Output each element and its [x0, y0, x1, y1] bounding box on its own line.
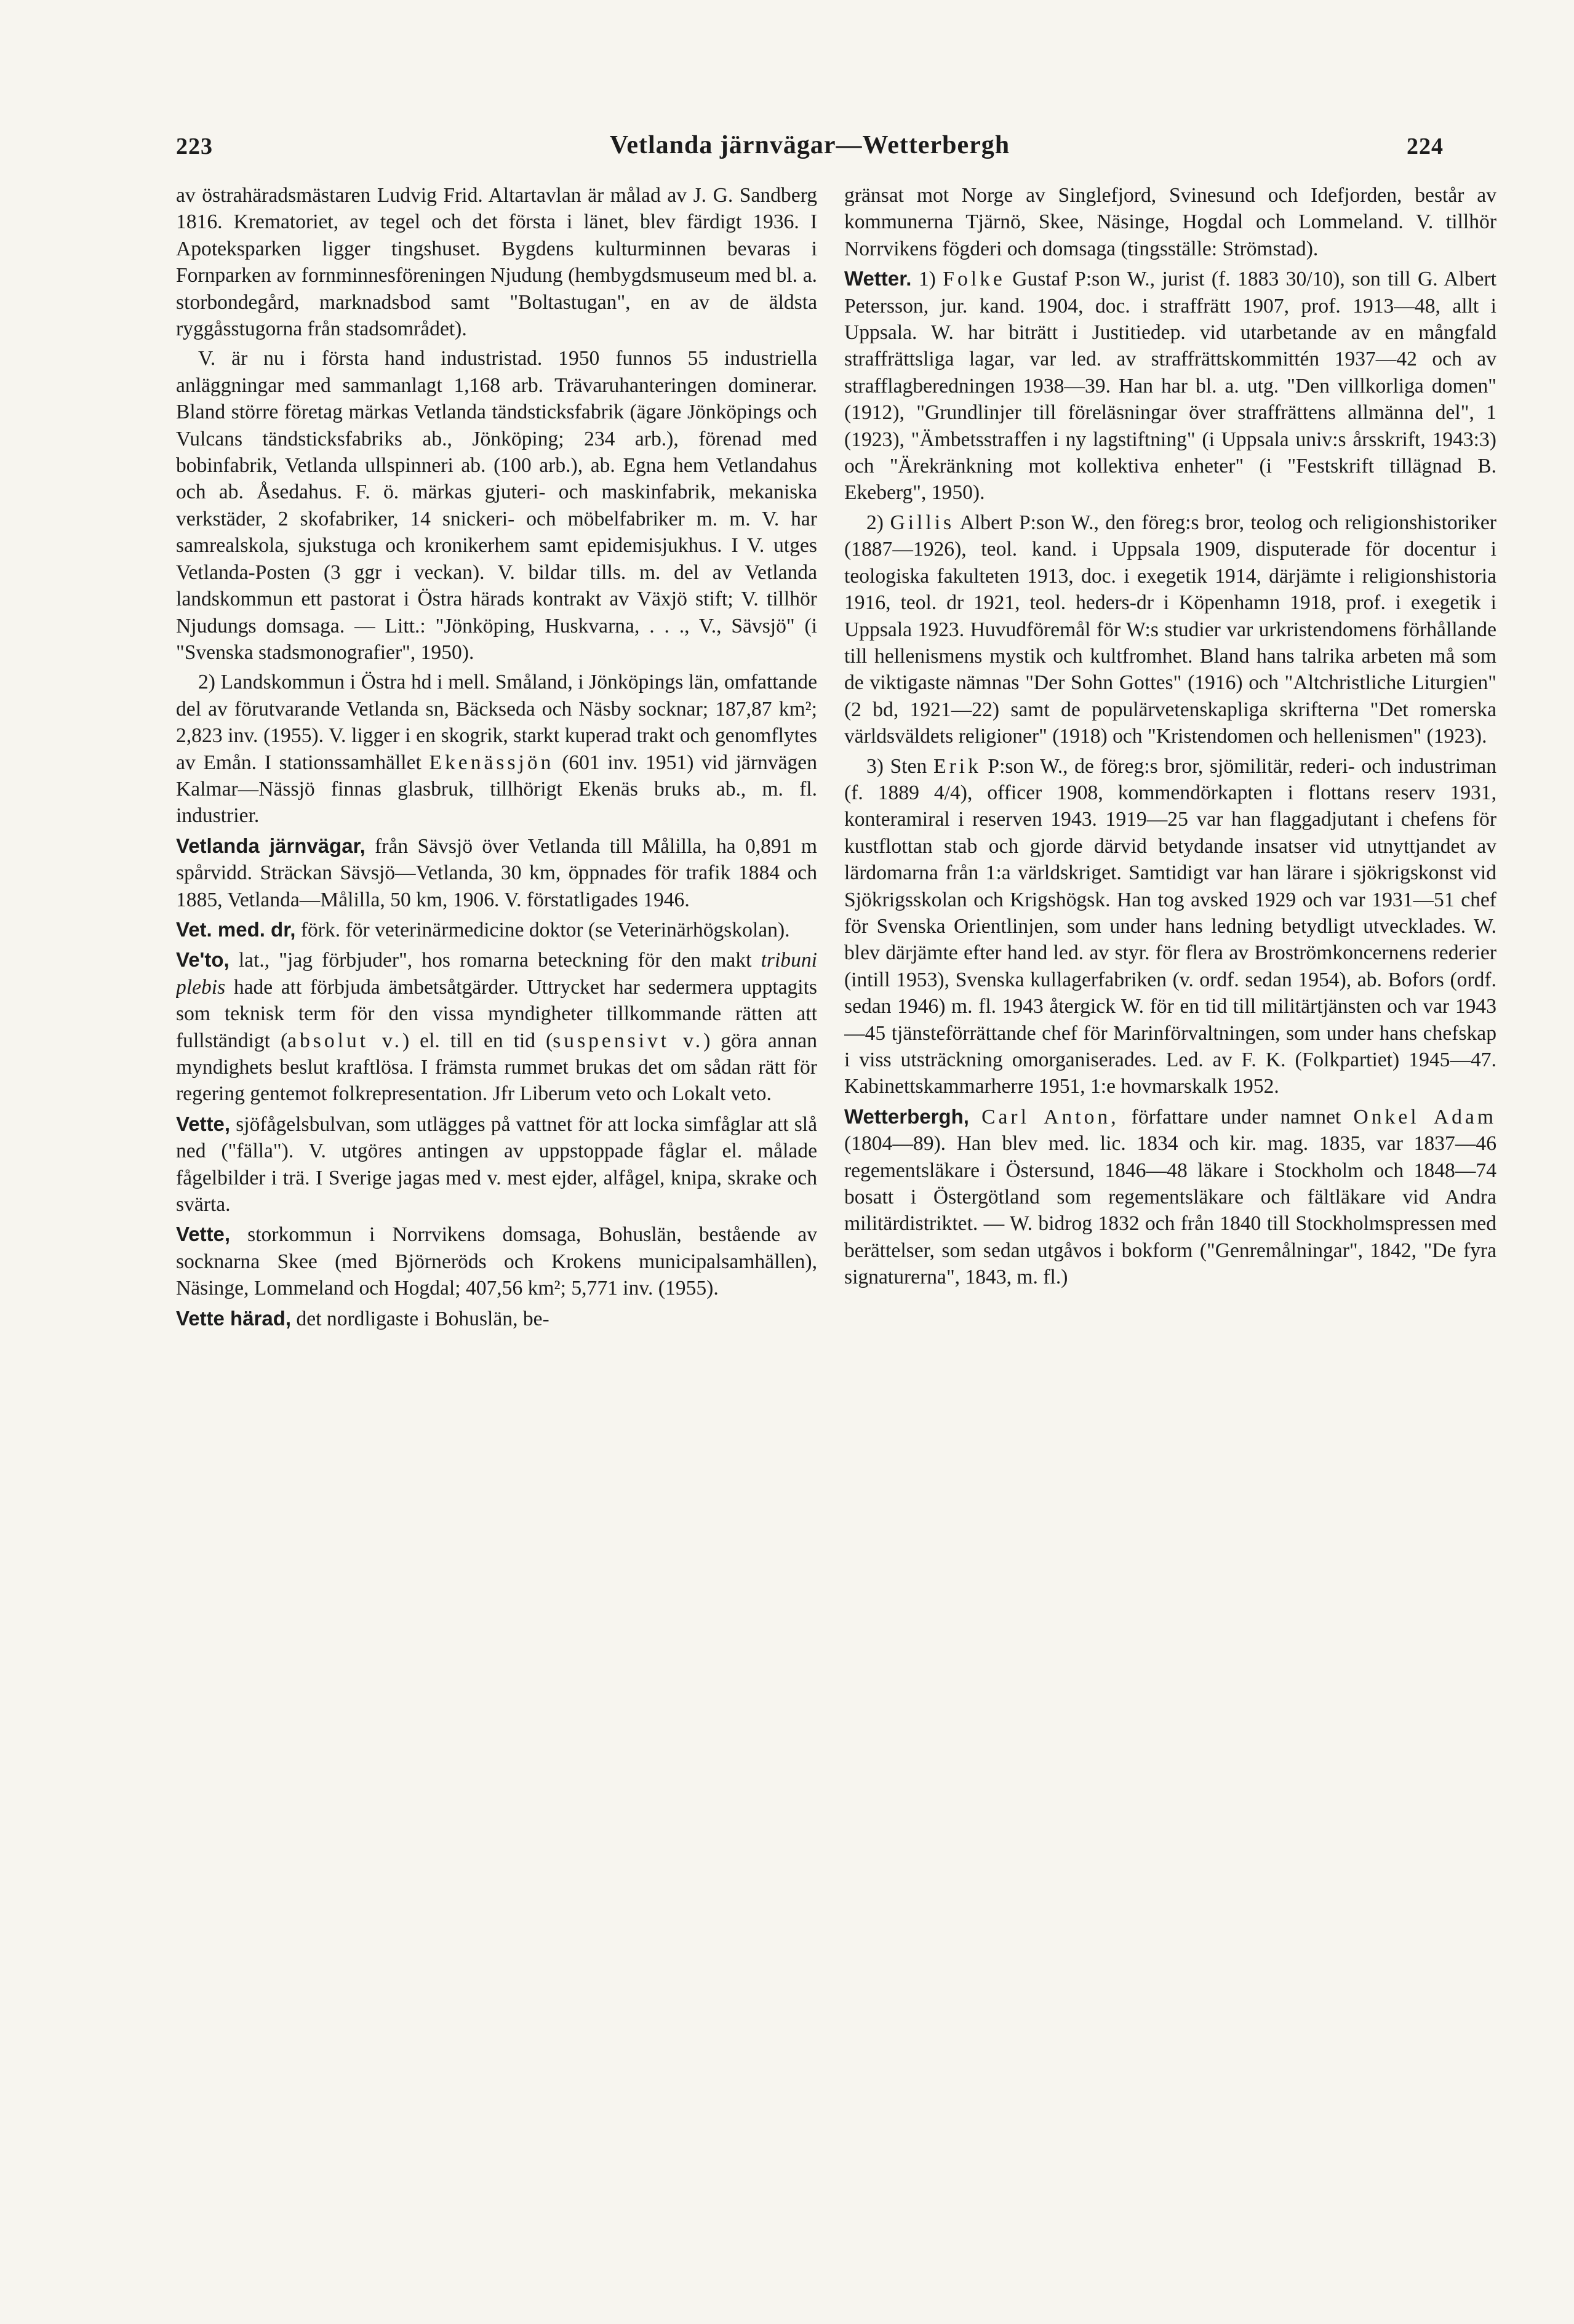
spaced-name: Onkel Adam	[1353, 1105, 1496, 1128]
text-run: ) el. till en tid (	[402, 1029, 553, 1052]
text-run: hade att förbjuda ämbetsåtgärder. Uttrycket har sedermera upptagits som teknisk term för den vissa myndigheter tillkommande rätten att fullständigt (	[176, 975, 817, 1052]
entry-text: storkommun i Norrvikens domsaga, Bohuslän, bestående av socknarna Skee (med Björneröds och Krokens municipalsamhällen), Näsinge, Lommeland och Hogdal; 407,56 km²; 5,771 inv. (1955).	[176, 1223, 817, 1300]
headword: Ve'to,	[176, 948, 230, 972]
text-run: 1)	[918, 268, 936, 291]
entry-wetterbergh	[844, 1103, 1496, 1291]
text-run: Gustaf P:son W., jurist (f. 1883 30/10), son till G. Albert Petersson, jur. kand. 1904, doc. i straffrätt 1907, prof. 1913—48, allt i Uppsala. W. har biträtt i Justitiedep. vid utarbetande av en mångfald straffrättsliga lagar, var led. av straffrättskommittén 1937—42 och av strafflagberedningen 1938—39. Han har bl. a. utg. "Den villkorliga domen" (1912), "Grundlinjer till föreläsningar över straffrättens allmänna del", 1 (1923), "Ämbetsstraffen i ny lagstiftning" (i Uppsala univ:s årsskrift, 1943:3) och "Ärekränkning mot kollektiva enheter" (i "Festskrift tillägnad B. Ekeberg", 1950).	[844, 268, 1496, 505]
spaced-name: Erik	[933, 754, 981, 778]
text-run: lat., "jag förbjuder", hos romarna beteckning för den makt	[238, 949, 752, 972]
text-run: 3) Sten	[866, 754, 927, 778]
headword: Vette härad,	[176, 1306, 292, 1330]
right-column	[844, 182, 1496, 2274]
entry-vette-bulvan	[176, 1111, 817, 1218]
spaced-term: absolut v.	[287, 1029, 403, 1052]
entry-wetter-3	[844, 753, 1496, 1100]
text-run: författare under namnet	[1131, 1105, 1341, 1128]
text-run: ) göra annan myndighets beslut kraftlösa. I främsta rummet brukas det om sådan rätt för regering gentemot folkrepresentation. Jfr Liberum veto och Lokalt veto.	[176, 1029, 817, 1106]
page-number-right: 224	[1407, 134, 1444, 159]
spaced-name: Folke	[943, 268, 1005, 291]
entry-vette-harad	[176, 1305, 817, 1332]
page-header	[176, 127, 1444, 170]
headword: Vetlanda järnvägar,	[176, 834, 366, 857]
headword: Vette,	[176, 1223, 231, 1246]
entry-wetter	[844, 265, 1496, 506]
headword: Vette,	[176, 1112, 231, 1135]
text-run: (1804—89). Han blev med. lic. 1834 och kir. mag. 1835, var 1837—46 regementsläkare i Östersund, 1846—48 läkare i Stockholm och 1848—74 bosatt i Östergötland som regementsläkare och fältläkare vid Andra militärdistriktet. — W. bidrog 1832 och från 1840 till Stockholmspressen med berättelser, som sedan utgåvos i bokform ("Genremålningar", 1842, "De fyra signaturerna", 1843, m. fl.)	[844, 1132, 1496, 1289]
text-run: P:son W., de föreg:s bror, sjömilitär, rederi- och industriman (f. 1889 4/4), officer 1908, kommendörkapten i flottans reserv 1931, konteramiral i reserven 1943. 1919—25 var han flaggadjutant i chefens för kustflottan stab och gjorde därvid betydande insatser vid utnyttjandet av lärdomarna från 1:a världskriget. Samtidigt var han lärare i sjökrigskonst vid Sjökrigsskolan och Krigshögsk. Han tog avsked 1929 och var 1931—51 chef för Svenska Orientlinjen, som under hans ledning betydligt utvecklades. W. blev därjämte efter hand led. av styr. för flera av Broströmkoncernens rederier (intill 1953), Svenska kullagerfabriken (v. ordf. sedan 1954), ab. Bofors (ordf. sedan 1946) m. fl. 1943 återgick W. för en tid till militärtjänsten och var 1943—45 tjänsteförrättande chef för Marinförvaltningen, som under hans chefskap i viss utsträckning omorganiserades. Led. av F. K. (Folkpartiet) 1945—47. Kabinettskammarherre 1951, 1:e hovmarskalk 1952.	[844, 754, 1496, 1098]
spaced-term: suspensivt v.	[553, 1029, 704, 1052]
headword: Wetter.	[844, 267, 912, 290]
entry-wetter-2	[844, 509, 1496, 750]
entry-text: sjöfågelsbulvan, som utlägges på vattnet för att locka simfåglar att slå ned ("fälla"). V. utgöres antingen av uppstoppade fåglar el. målade fågelbilder i trä. I Sverige jagas med v. mest ejder, alfågel, knipa, skrake och svärta.	[176, 1112, 817, 1216]
text-run: Albert P:son W., den föreg:s bror, teolog och religionshistoriker (1887—1926), teol. kand. i Uppsala 1909, disputerade för docentur i teologiska fakulteten 1913, doc. i exegetik 1914, därjämte i religionshistoria 1916, teol. dr 1921, teol. heders-dr i Köpenhamn 1918, prof. i exegetik i Uppsala 1923. Huvudföremål för W:s studier var urkristendomens förhållande till hellenismens mystik och kultfromhet. Bland hans talrika arbeten må som de viktigaste nämnas "Der Sohn Gottes" (1916) och "Altchristliche Liturgien" (2 bd, 1921—22) samt de populärvetenskapliga skrifterna "Det romerska världsväldets religioner" (1918) och "Kristendomen och hellenismen" (1923).	[844, 511, 1496, 748]
text-run: 2)	[866, 511, 884, 534]
entry-vetlanda-jarnvagar	[176, 833, 817, 913]
spaced-name: Ekenässjön	[429, 751, 554, 774]
entry-text: från Sävsjö över Vetlanda till Målilla, ha 0,891 m spårvidd. Sträckan Sävsjö—Vetlanda, 30 km, öppnades för trafik 1884 och 1885, Vetlanda—Målilla, 50 km, 1906. V. förstatligades 1946.	[176, 834, 817, 911]
entry-vet-med-dr	[176, 916, 817, 943]
spaced-name: Carl Anton,	[981, 1105, 1119, 1128]
running-title: Vetlanda järnvägar—Wetterbergh	[609, 131, 1010, 159]
entry-text: förk. för veterinärmedicine doktor (se Veterinärhögskolan).	[300, 918, 790, 941]
spaced-name: Gillis	[890, 511, 955, 534]
page-number-left: 223	[176, 134, 213, 159]
italic-term: tribuni plebis	[176, 949, 817, 999]
entry-text: det nordligaste i Bohuslän, be-	[296, 1307, 549, 1330]
entry-vette-storkommun	[176, 1221, 817, 1301]
headword: Vet. med. dr,	[176, 917, 296, 941]
text-run: (601 inv. 1951) vid järnvägen Kalmar—Nässjö finnas glasbruk, tillhörigt Ekenäs bruks ab., m. fl. industrier.	[176, 751, 817, 828]
headword: Wetterbergh,	[844, 1104, 969, 1128]
text-run: 2) Landskommun i Östra hd i mell. Småland, i Jönköpings län, omfattande del av förutvarande Vetlanda sn, Bäckseda och Näsby socknar; 187,87 km²; 2,823 inv. (1955). V. ligger i en skogrik, starkt kuperad trakt och genomflytes av Emån. I stationssamhället	[176, 671, 817, 774]
left-column	[176, 182, 817, 2274]
paragraph: V. är nu i första hand industristad. 1950 funnos 55 industriella anläggningar med sammanlagt 1,168 arb. Trävaruhanteringen dominerar. Bland större företag märkas Vetlanda tändsticksfabrik (ägare Jönköpings och Vulcans tändsticksfabriks ab., Jönköping; 234 arb.), förenad med bobinfabrik, Vetlanda ullspinneri ab. (100 arb.), ab. Egna hem Vetlandahus och ab. Åsedahus. F. ö. märkas gjuteri- och maskinfabrik, mekaniska verkstäder, 2 skofabriker, 14 snickeri- och möbelfabriker m. m. V. har samrealskola, sjukstuga och kronikerhem samt epidemisjukhus. I V. utges Vetlanda-Posten (3 ggr i veckan). V. bildar tills. m. del av Vetlanda landskommun ett pastorat i Östra härads kontrakt av Växjö stift; V. tillhör Njudungs domsaga. — Litt.: "Jönköping, Huskvarna, . . ., V., Sävsjö" (i "Svenska stadsmonografier", 1950).	[176, 347, 817, 664]
paragraph	[176, 669, 817, 829]
paragraph: av östrahäradsmästaren Ludvig Frid. Altartavlan är målad av J. G. Sandberg 1816. Krematoriet, av tegel och det första i länet, blev färdigt 1936. I Apoteksparken ligger tingshuset. Bygdens kulturminnen bevaras i Fornparken av fornminnesföreningen Njudung (hembygdsmuseum med bl. a. storbondegård, marknadsbod samt "Boltastugan", en av de äldsta ryggåsstugorna från stadsområdet).	[176, 184, 817, 341]
entry-veto	[176, 946, 817, 1107]
paragraph: gränsat mot Norge av Singlefjord, Svinesund och Idefjorden, består av kommunerna Tjärnö, Skee, Näsinge, Hogdal och Lommeland. V. tillhör Norrvikens fögderi och domsaga (tingsställe: Strömstad).	[844, 184, 1496, 260]
